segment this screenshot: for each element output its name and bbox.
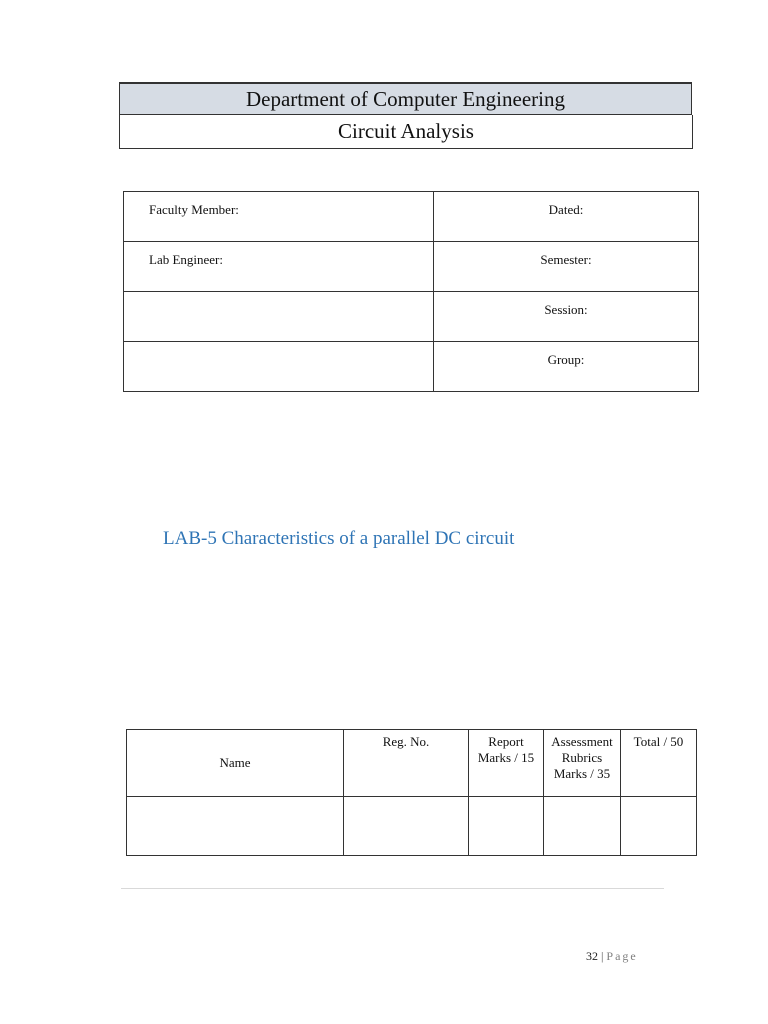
department-title: Department of Computer Engineering (246, 86, 565, 111)
lab-engineer-label: Lab Engineer: (124, 242, 434, 292)
report-marks-cell (469, 797, 544, 856)
assessment-header-line: Rubrics (561, 750, 603, 765)
lab-title: LAB-5 Characteristics of a parallel DC circuit (163, 528, 515, 549)
lab-info-table (123, 191, 699, 392)
course-header (119, 115, 693, 149)
reg-no-column-header: Reg. No. (344, 730, 469, 797)
assessment-header-line: Marks / 35 (553, 766, 611, 781)
faculty-member-label: Faculty Member: (124, 192, 434, 242)
session-label: Session: (434, 292, 699, 342)
table-row (124, 192, 699, 242)
assessment-marks-cell (544, 797, 621, 856)
department-header (119, 82, 692, 115)
assessment-header-line: Assessment (551, 734, 613, 749)
empty-cell (124, 292, 434, 342)
page-number: 32 (586, 949, 598, 963)
report-header-line: Report (488, 734, 524, 749)
page-footer (586, 949, 638, 964)
course-title: Circuit Analysis (338, 119, 474, 143)
table-row (124, 242, 699, 292)
page-separator: | (601, 949, 604, 963)
group-label: Group: (434, 342, 699, 392)
page-word: Page (606, 949, 638, 963)
assessment-column-header (544, 730, 621, 797)
table-row (127, 797, 697, 856)
table-header-row (127, 730, 697, 797)
empty-cell (124, 342, 434, 392)
table-row (124, 342, 699, 392)
report-marks-column-header (469, 730, 544, 797)
name-cell (127, 797, 344, 856)
marks-table (126, 729, 697, 856)
table-row (124, 292, 699, 342)
semester-label: Semester: (434, 242, 699, 292)
total-marks-cell (621, 797, 697, 856)
total-column-header: Total / 50 (621, 730, 697, 797)
name-column-header: Name (127, 730, 344, 797)
footer-divider (121, 888, 664, 889)
report-header-line: Marks / 15 (477, 750, 535, 765)
reg-no-cell (344, 797, 469, 856)
dated-label: Dated: (434, 192, 699, 242)
